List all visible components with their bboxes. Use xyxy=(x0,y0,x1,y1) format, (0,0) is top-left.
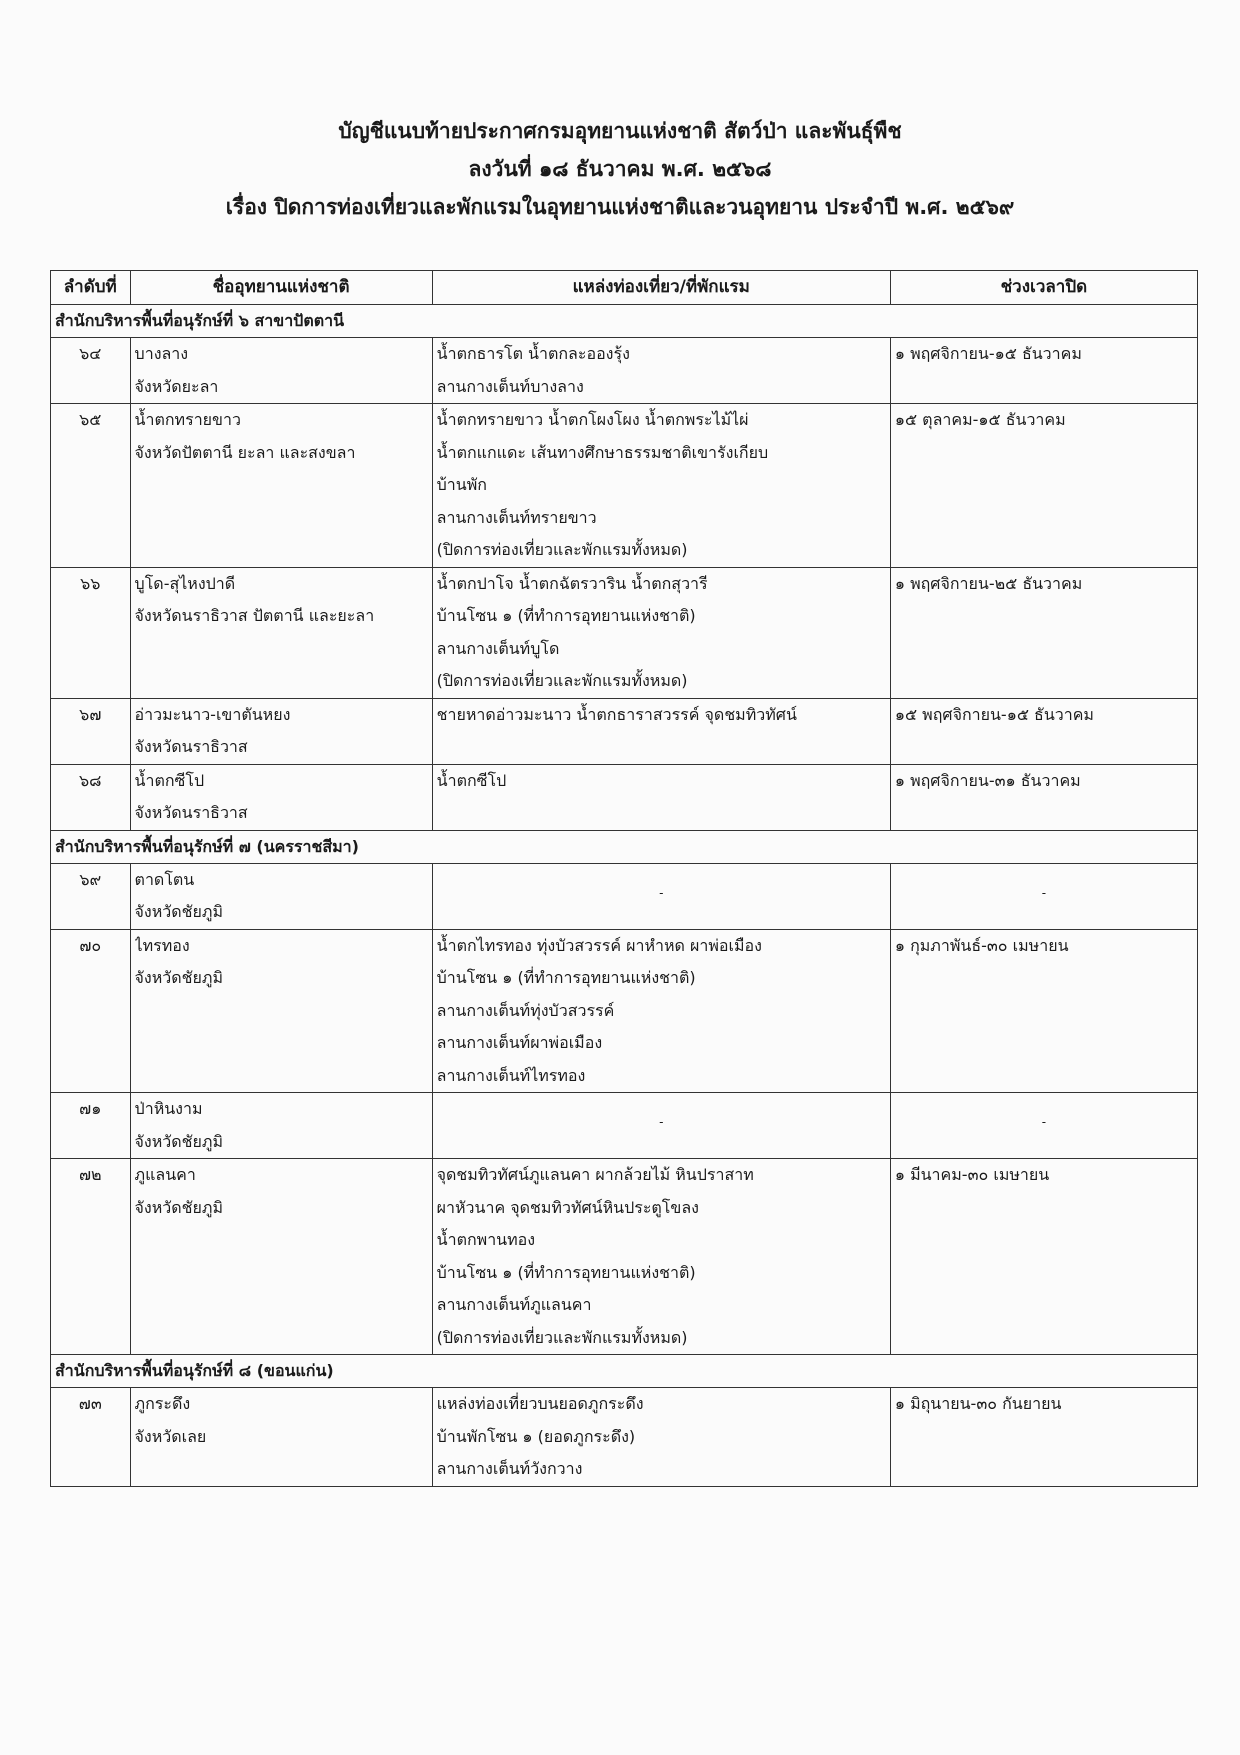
closure-period-cell xyxy=(890,863,1197,929)
attractions-dash: - xyxy=(659,1115,664,1129)
closure-period-cell xyxy=(890,698,1197,764)
attraction-item: ชายหาดอ่าวมะนาว น้ำตกธาราสวรรค์ จุดชมทิวทัศน์ xyxy=(436,704,797,724)
closure-period-cell xyxy=(890,1093,1197,1159)
closure-period: ๑๕ ตุลาคม-๑๕ ธันวาคม xyxy=(894,410,1066,429)
row-number-cell xyxy=(51,863,131,929)
attraction-item: ลานกางเต็นท์ภูแลนคา xyxy=(436,1295,592,1314)
park-name-cell xyxy=(130,404,432,568)
row-number-cell xyxy=(51,929,131,1093)
park-name-cell xyxy=(130,1093,432,1159)
section-title: สำนักบริหารพื้นที่อนุรักษ์ที่ ๖ สาขาปัตตานี xyxy=(51,305,1198,338)
park-name-cell xyxy=(130,1388,432,1487)
attraction-item: ลานกางเต็นท์ทุ่งบัวสวรรค์ xyxy=(436,1000,615,1020)
attractions-cell xyxy=(432,764,890,830)
attractions-cell xyxy=(432,863,890,929)
attraction-item: ลานกางเต็นท์บูโด xyxy=(436,638,560,658)
period-dash: - xyxy=(1041,885,1047,900)
row-number-cell xyxy=(51,764,131,830)
attraction-item: (ปิดการท่องเที่ยวและพักแรมทั้งหมด) xyxy=(436,540,688,559)
closure-period-cell xyxy=(890,1159,1197,1355)
table-row xyxy=(51,404,1198,568)
header-closure-period: ช่วงเวลาปิด xyxy=(890,271,1197,305)
header-park-name: ชื่ออุทยานแห่งชาติ xyxy=(130,271,432,305)
closure-period: ๑ มีนาคม-๓๐ เมษายน xyxy=(894,1165,1050,1184)
park-name: อ่าวมะนาว-เขาตันหยง xyxy=(134,704,291,724)
park-name-cell xyxy=(130,764,432,830)
table-row xyxy=(51,863,1198,929)
attractions-cell xyxy=(432,338,890,404)
park-name: ภูกระดึง xyxy=(134,1394,191,1413)
closure-period: ๑ พฤศจิกายน-๓๑ ธันวาคม xyxy=(894,770,1081,790)
park-name: น้ำตกซีโป xyxy=(134,770,205,790)
table-row xyxy=(51,1093,1198,1159)
attraction-item: ลานกางเต็นท์บางลาง xyxy=(436,376,584,396)
closure-period: ๑ มิถุนายน-๓๐ กันยายน xyxy=(894,1394,1062,1413)
attraction-item: แหล่งท่องเที่ยวบนยอดภูกระดึง xyxy=(436,1394,644,1413)
row-number-cell xyxy=(51,1093,131,1159)
park-name: ไทรทอง xyxy=(134,935,190,955)
park-name: น้ำตกทรายขาว xyxy=(134,410,241,429)
title-line-3: เรื่อง ปิดการท่องเที่ยวและพักแรมในอุทยานแห่งชาติและวนอุทยาน ประจำปี พ.ศ. ๒๕๖๙ xyxy=(225,195,1015,219)
row-number-cell xyxy=(51,1388,131,1487)
attractions-cell xyxy=(432,1388,890,1487)
closure-period: ๑ พฤศจิกายน-๒๕ ธันวาคม xyxy=(894,573,1083,593)
park-province: จังหวัดนราธิวาส xyxy=(134,803,248,822)
park-name: ป่าหินงาม xyxy=(134,1099,203,1118)
table-row xyxy=(51,698,1198,764)
park-name-cell xyxy=(130,567,432,698)
title-line-1: บัญชีแนบท้ายประกาศกรมอุทยานแห่งชาติ สัตว์ป่า และพันธุ์พืช xyxy=(338,119,902,143)
attractions-cell xyxy=(432,1093,890,1159)
attraction-item: น้ำตกปาโจ น้ำตกฉัตรวาริน น้ำตกสุวารี xyxy=(436,573,708,593)
row-number: ๗๑ xyxy=(79,1099,102,1118)
park-province: จังหวัดปัตตานี ยะลา และสงขลา xyxy=(134,442,356,462)
attraction-item: บ้านพัก xyxy=(436,475,487,494)
row-number: ๖๖ xyxy=(80,573,101,593)
attraction-item: จุดชมทิวทัศน์ภูแลนคา ผากล้วยไม้ หินปราสาท xyxy=(436,1165,754,1184)
park-province: จังหวัดชัยภูมิ xyxy=(134,1197,223,1217)
attractions-cell xyxy=(432,1159,890,1355)
park-name-cell xyxy=(130,1159,432,1355)
row-number: ๖๔ xyxy=(79,344,102,363)
row-number: ๖๕ xyxy=(79,410,102,429)
document-header xyxy=(0,112,1240,226)
attraction-item: ผาหัวนาค จุดชมทิวทัศน์หินประตูโขลง xyxy=(436,1197,699,1217)
row-number: ๗๒ xyxy=(78,1165,102,1184)
closure-period-cell xyxy=(890,1388,1197,1487)
park-province: จังหวัดนราธิวาส ปัตตานี และยะลา xyxy=(134,606,375,625)
attractions-cell xyxy=(432,929,890,1093)
table-row xyxy=(51,567,1198,698)
title-line-2: ลงวันที่ ๑๘ ธันวาคม พ.ศ. ๒๕๖๘ xyxy=(468,157,772,181)
period-dash: - xyxy=(1041,1115,1047,1129)
row-number-cell xyxy=(51,698,131,764)
row-number: ๖๘ xyxy=(79,770,102,790)
closure-period-cell xyxy=(890,338,1197,404)
table-body xyxy=(51,305,1198,1487)
section-row xyxy=(51,305,1198,338)
park-province: จังหวัดเลย xyxy=(134,1426,207,1446)
table-row xyxy=(51,764,1198,830)
attractions-cell xyxy=(432,567,890,698)
park-province: จังหวัดชัยภูมิ xyxy=(134,902,223,921)
attraction-item: ลานกางเต็นท์ไทรทอง xyxy=(436,1065,586,1085)
table-row xyxy=(51,1159,1198,1355)
park-province: จังหวัดนราธิวาส xyxy=(134,737,248,756)
park-name: บางลาง xyxy=(134,344,189,363)
closure-period: ๑ กุมภาพันธ์-๓๐ เมษายน xyxy=(894,935,1069,955)
attraction-item: บ้านโซน ๑ (ที่ทำการอุทยานแห่งชาติ) xyxy=(436,968,696,987)
attraction-item: บ้านโซน ๑ (ที่ทำการอุทยานแห่งชาติ) xyxy=(436,1262,696,1282)
attraction-item: น้ำตกซีโป xyxy=(436,770,507,790)
park-name-cell xyxy=(130,929,432,1093)
park-name: บูโด-สุไหงปาดี xyxy=(134,573,236,593)
park-name-cell xyxy=(130,863,432,929)
park-name-cell xyxy=(130,338,432,404)
row-number-cell xyxy=(51,404,131,568)
row-number-cell xyxy=(51,567,131,698)
park-province: จังหวัดยะลา xyxy=(134,376,219,396)
attraction-item: บ้านพักโซน ๑ (ยอดภูกระดึง) xyxy=(436,1426,636,1446)
attraction-item: (ปิดการท่องเที่ยวและพักแรมทั้งหมด) xyxy=(436,671,688,690)
park-province: จังหวัดชัยภูมิ xyxy=(134,1131,223,1151)
attraction-item: น้ำตกธารโต น้ำตกละอองรุ้ง xyxy=(436,344,630,363)
closure-table xyxy=(50,270,1198,1487)
attractions-cell xyxy=(432,698,890,764)
closure-period-cell xyxy=(890,404,1197,568)
closure-period: ๑๕ พฤศจิกายน-๑๕ ธันวาคม xyxy=(894,704,1094,724)
attractions-cell xyxy=(432,404,890,568)
closure-period-cell xyxy=(890,929,1197,1093)
row-number: ๗๐ xyxy=(79,935,102,955)
park-name: ภูแลนคา xyxy=(134,1165,196,1184)
row-number: ๖๙ xyxy=(79,869,102,889)
park-name-cell xyxy=(130,698,432,764)
attraction-item: (ปิดการท่องเที่ยวและพักแรมทั้งหมด) xyxy=(436,1327,688,1347)
park-name: ตาดโตน xyxy=(134,869,195,889)
park-province: จังหวัดชัยภูมิ xyxy=(134,968,223,987)
attraction-item: น้ำตกแกแดะ เส้นทางศึกษาธรรมชาติเขารังเกียบ xyxy=(436,442,769,462)
row-number-cell xyxy=(51,338,131,404)
header-order: ลำดับที่ xyxy=(51,271,131,305)
closure-period-cell xyxy=(890,567,1197,698)
attraction-item: น้ำตกพานทอง xyxy=(436,1230,536,1249)
attractions-dash: - xyxy=(659,885,664,900)
attraction-item: น้ำตกทรายขาว น้ำตกโผงโผง น้ำตกพระไม้ไผ่ xyxy=(436,410,749,429)
row-number: ๗๓ xyxy=(78,1394,102,1413)
attraction-item: ลานกางเต็นท์วังกวาง xyxy=(436,1459,583,1478)
attraction-item: บ้านโซน ๑ (ที่ทำการอุทยานแห่งชาติ) xyxy=(436,606,696,625)
table-row xyxy=(51,338,1198,404)
table-row xyxy=(51,929,1198,1093)
closure-period: ๑ พฤศจิกายน-๑๕ ธันวาคม xyxy=(894,344,1082,363)
section-title: สำนักบริหารพื้นที่อนุรักษ์ที่ ๘ (ขอนแก่น) xyxy=(51,1355,1198,1388)
row-number-cell xyxy=(51,1159,131,1355)
section-row xyxy=(51,1355,1198,1388)
table-header-row xyxy=(51,271,1198,305)
table-row xyxy=(51,1388,1198,1487)
attraction-item: ลานกางเต็นท์ผาพ่อเมือง xyxy=(436,1033,603,1052)
attraction-item: ลานกางเต็นท์ทรายขาว xyxy=(436,507,597,527)
section-title: สำนักบริหารพื้นที่อนุรักษ์ที่ ๗ (นครราชสีมา) xyxy=(51,830,1198,863)
section-row xyxy=(51,830,1198,863)
row-number: ๖๗ xyxy=(79,704,102,724)
closure-period-cell xyxy=(890,764,1197,830)
header-attractions: แหล่งท่องเที่ยว/ที่พักแรม xyxy=(432,271,890,305)
attraction-item: น้ำตกไทรทอง ทุ่งบัวสวรรค์ ผาหำหด ผาพ่อเมือง xyxy=(436,935,762,955)
